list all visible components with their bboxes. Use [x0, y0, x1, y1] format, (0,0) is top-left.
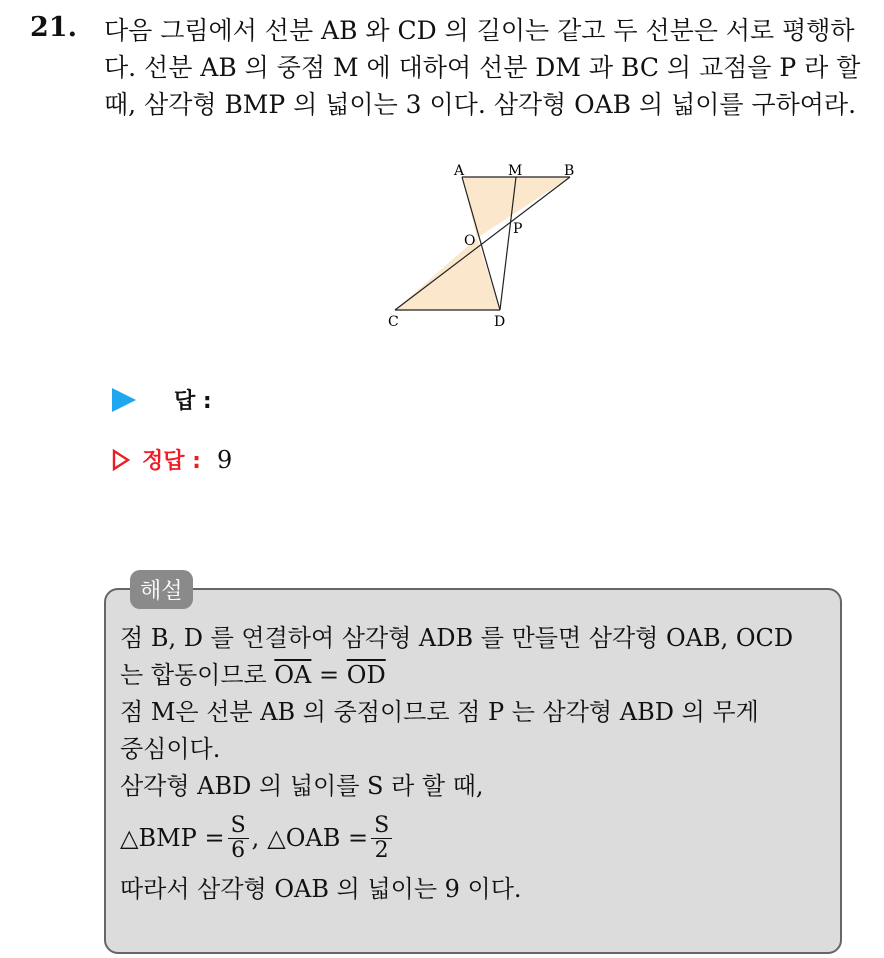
fraction-numerator: S: [228, 814, 249, 839]
solution-label: 해설: [130, 570, 193, 609]
label-a: A: [454, 163, 465, 179]
correct-label: 정답 :: [142, 449, 201, 474]
correct-value: 9: [216, 445, 233, 474]
solution-line: 점 B, D 를 연결하여 삼각형 ADB 를 만들면 삼각형 OAB, OCD: [120, 624, 794, 652]
solution-line: 중심이다.: [120, 735, 221, 763]
answer-label: 답 :: [174, 389, 212, 414]
geometry-figure: [380, 155, 580, 335]
solution-line: 따라서 삼각형 OAB 의 넓이는 9 이다.: [120, 875, 522, 903]
formula-separator: ,: [251, 823, 260, 852]
label-m: M: [508, 163, 523, 179]
fraction-denominator: 6: [231, 837, 246, 863]
fraction-denominator: 2: [374, 837, 389, 863]
solution-text: [120, 620, 830, 908]
segment-oa-overline: $\overline{OA}$: [274, 661, 312, 689]
solution-line-prefix: 는 합동이므로: [120, 661, 267, 689]
solution-line: [120, 657, 830, 694]
correct-marker-icon: [112, 449, 130, 471]
question-number: 21.: [30, 12, 77, 43]
label-b: B: [564, 163, 575, 179]
question-line: 때, 삼각형 BMP 의 넓이는 3 이다. 삼각형 OAB 의 넓이를 구하여라.: [104, 90, 857, 119]
equals-sign: =: [319, 661, 340, 689]
solution-line: 점 M은 선분 AB 의 중점이므로 점 P 는 삼각형 ABD 의 무게: [120, 698, 759, 726]
triangle-ocd: [395, 238, 500, 310]
question-text: [104, 12, 874, 123]
answer-marker-icon: [112, 388, 136, 412]
label-p: P: [513, 221, 523, 237]
question-line: 다. 선분 AB 의 중점 M 에 대하여 선분 DM 과 BC 의 교점을 P 라 할: [104, 53, 861, 82]
answer-row: [112, 384, 266, 415]
oab-label: △OAB =: [267, 823, 369, 852]
solution-line: 삼각형 ABD 의 넓이를 S 라 할 때,: [120, 772, 484, 800]
question-line: 다음 그림에서 선분 AB 와 CD 의 길이는 같고 두 선분은 서로 평행하: [104, 16, 855, 45]
label-o: O: [464, 233, 476, 249]
bmp-label: △BMP =: [120, 823, 225, 852]
fraction-s-over-6: [228, 814, 249, 863]
correct-answer-row: [112, 444, 232, 475]
area-formula-line: [120, 805, 830, 871]
segment-od-overline: $\overline{OD}$: [346, 661, 386, 689]
fraction-s-over-2: [371, 814, 392, 863]
fraction-numerator: S: [371, 814, 392, 839]
label-c: C: [388, 314, 399, 330]
label-d: D: [494, 314, 506, 330]
